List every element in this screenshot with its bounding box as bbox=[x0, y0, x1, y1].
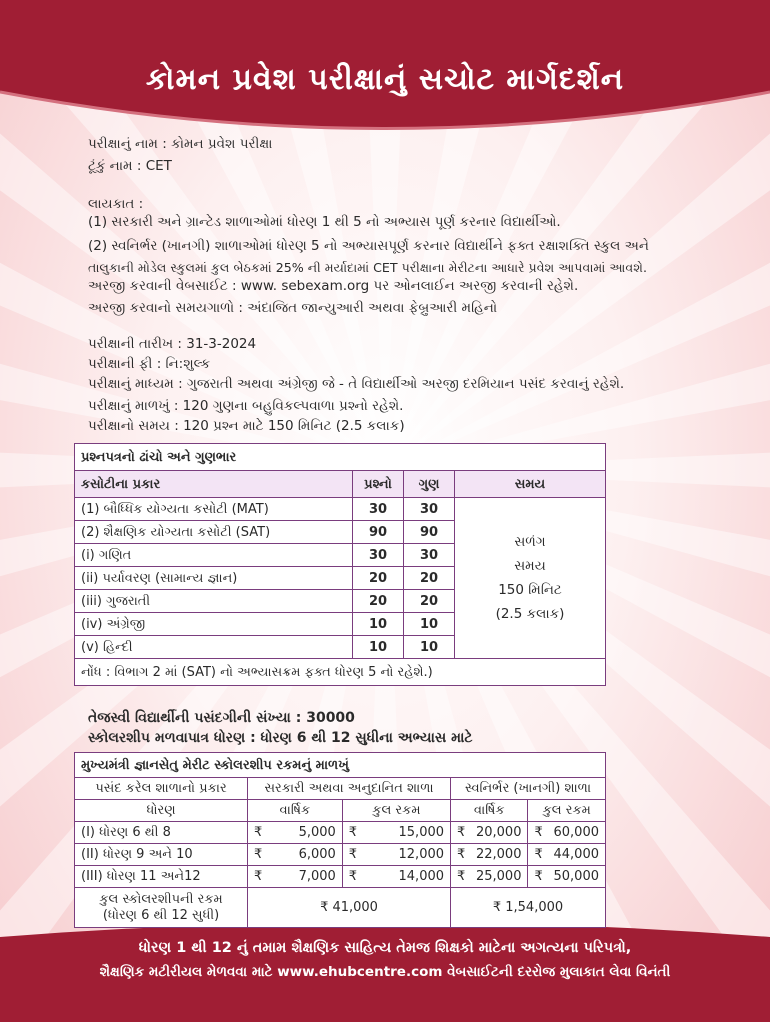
marks: 10 bbox=[404, 636, 455, 659]
paper-table-title: પ્રશ્નપત્રનો ઢાંચો અને ગુણભાર bbox=[75, 444, 606, 471]
footer-banner bbox=[0, 915, 770, 1022]
header-private-total: કુલ રકમ bbox=[528, 800, 606, 822]
header-time: સમય bbox=[455, 471, 606, 498]
time-line-1: સળંગ bbox=[514, 534, 546, 550]
grade-range: (III) ધોરણ 11 અને12 bbox=[75, 866, 248, 888]
rupee-symbol: ₹ bbox=[254, 847, 263, 862]
grade-range: (II) ધોરણ 9 અને 10 bbox=[75, 844, 248, 866]
test-type: (i) ગણિત bbox=[75, 544, 353, 567]
paper-pattern-table bbox=[74, 443, 606, 686]
questions: 10 bbox=[353, 613, 404, 636]
marks: 20 bbox=[404, 590, 455, 613]
govt-yearly bbox=[248, 844, 343, 866]
exam-date: પરીક્ષાની તારીખ : 31-3-2024 bbox=[88, 336, 257, 352]
eligibility-1: (1) સરકારી અને ગ્રાન્ટેડ શાળાઓમાં ધોરણ 1 થી 5 નો અભ્યાસ પૂર્ણ કરનાર વિદ્યાર્થીઓ. bbox=[88, 214, 561, 230]
private-total bbox=[528, 866, 606, 888]
private-total bbox=[528, 822, 606, 844]
amount: 50,000 bbox=[553, 869, 599, 884]
rupee-symbol: ₹ bbox=[457, 869, 466, 884]
application-period: અરજી કરવાનો સમયગાળો : અંદાજિત જાન્યુઆરી અથવા ફેબ્રુઆરી મહિનો bbox=[88, 300, 498, 316]
header-govt-total: કુલ રકમ bbox=[342, 800, 450, 822]
page-title: કોમન પ્રવેશ પરીક્ષાનું સચોટ માર્ગદર્શન bbox=[145, 62, 625, 97]
scholarship-table-title: મુખ્યમંત્રી જ્ઞાનસેતુ મેરીટ સ્કોલરશીપ રકમનું માળખું bbox=[75, 753, 606, 778]
scholarship-table bbox=[74, 752, 606, 928]
rupee-symbol: ₹ bbox=[348, 825, 358, 840]
table-subheader-row bbox=[75, 800, 606, 822]
grade-range: (I) ધોરણ 6 થી 8 bbox=[75, 822, 248, 844]
govt-yearly bbox=[248, 822, 343, 844]
table-note: નોંધ : વિભાગ 2 માં (SAT) નો અભ્યાસક્રમ ફક્ત ધોરણ 5 નો રહેશે.) bbox=[75, 659, 606, 686]
test-type: (2) શૈક્ષણિક યોગ્યતા કસોટી (SAT) bbox=[75, 521, 353, 544]
selection-count: તેજસ્વી વિદ્યાર્થીની પસંદગીની સંખ્યા : 30000 bbox=[88, 710, 355, 726]
table-total-row bbox=[75, 888, 606, 928]
rupee-symbol: ₹ bbox=[534, 847, 543, 862]
rupee-symbol: ₹ bbox=[348, 847, 358, 862]
marks: 30 bbox=[404, 498, 455, 521]
rupee-symbol: ₹ bbox=[534, 825, 543, 840]
total-govt: ₹ 41,000 bbox=[248, 888, 451, 928]
private-total bbox=[528, 844, 606, 866]
questions: 20 bbox=[353, 567, 404, 590]
exam-name: પરીક્ષાનું નામ : કોમન પ્રવેશ પરીક્ષા bbox=[88, 136, 273, 152]
table-row bbox=[75, 844, 606, 866]
eligibility-2b: તાલુકાની મોડેલ સ્કુલમાં કુલ બેઠકમાં 25% ની મર્યાદામાં CET પરીક્ષાના મેરીટના આધારે પ્રવેશ આપવામાં આવશે. bbox=[88, 260, 647, 275]
test-type: (iii) ગુજરાતી bbox=[75, 590, 353, 613]
exam-structure: પરીક્ષાનું માળખું : 120 ગુણના બહુવિકલ્પવાળા પ્રશ્નો રહેશે. bbox=[88, 398, 404, 414]
time-line-2: સમય bbox=[514, 558, 546, 574]
govt-total bbox=[342, 866, 450, 888]
test-type: (ii) પર્યાવરણ (સામાન્ય જ્ઞાન) bbox=[75, 567, 353, 590]
amount: 15,000 bbox=[398, 825, 445, 840]
header-banner bbox=[0, 0, 770, 130]
rupee-symbol: ₹ bbox=[254, 869, 263, 884]
scholarship-eligibility: સ્કોલરશીપ મળવાપાત્ર ધોરણ : ધોરણ 6 થી 12 સુધીના અભ્યાસ માટે bbox=[88, 730, 473, 746]
amount: 7,000 bbox=[298, 869, 336, 884]
amount: 14,000 bbox=[398, 869, 445, 884]
header-govt-yearly: વાર્ષિક bbox=[248, 800, 343, 822]
amount: 25,000 bbox=[475, 869, 522, 884]
header-private-yearly: વાર્ષિક bbox=[451, 800, 528, 822]
questions: 20 bbox=[353, 590, 404, 613]
questions: 30 bbox=[353, 498, 404, 521]
amount: 6,000 bbox=[298, 847, 336, 862]
exam-fee: પરીક્ષાની ફી : નિ:શુલ્ક bbox=[88, 356, 211, 372]
marks: 20 bbox=[404, 567, 455, 590]
test-type: (iv) અંગ્રેજી bbox=[75, 613, 353, 636]
table-row bbox=[75, 822, 606, 844]
amount: 22,000 bbox=[475, 847, 522, 862]
short-name: ટૂંકું નામ : CET bbox=[88, 158, 172, 174]
table-row bbox=[75, 866, 606, 888]
govt-total bbox=[342, 822, 450, 844]
marks: 10 bbox=[404, 613, 455, 636]
table-title-row bbox=[75, 444, 606, 471]
rupee-symbol: ₹ bbox=[457, 847, 466, 862]
amount: 20,000 bbox=[475, 825, 522, 840]
footer-line-1: ધોરણ 1 થી 12 નું તમામ શૈક્ષણિક સાહિત્ય તેમજ શિક્ષકો માટેના અગત્યના પરિપત્રો, bbox=[138, 940, 632, 956]
total-label-2: (ધોરણ 6 થી 12 સુધી) bbox=[102, 907, 220, 923]
test-type: (v) હિન્દી bbox=[75, 636, 353, 659]
rupee-symbol: ₹ bbox=[534, 869, 543, 884]
header-grade: ધોરણ bbox=[75, 800, 248, 822]
eligibility-heading: લાયકાત : bbox=[88, 196, 144, 212]
marks: 90 bbox=[404, 521, 455, 544]
questions: 90 bbox=[353, 521, 404, 544]
amount: 12,000 bbox=[398, 847, 445, 862]
header-private-school: સ્વનિર્ભર (ખાનગી) શાળા bbox=[451, 778, 606, 800]
table-title-row bbox=[75, 753, 606, 778]
exam-time: પરીક્ષાનો સમય : 120 પ્રશ્ન માટે 150 મિનિટ (2.5 કલાક) bbox=[88, 418, 405, 434]
header-marks: ગુણ bbox=[404, 471, 455, 498]
questions: 10 bbox=[353, 636, 404, 659]
marks: 30 bbox=[404, 544, 455, 567]
private-yearly bbox=[451, 866, 528, 888]
application-website: અરજી કરવાની વેબસાઈટ : www. sebexam.org પર ઓનલાઈન અરજી કરવાની રહેશે. bbox=[88, 278, 579, 294]
footer-line-2: શૈક્ષણિક મટીરીયલ મેળવવા માટે www.ehubcentre.com વેબસાઈટની દરરોજ મુલાકાત લેવા વિનંતી bbox=[99, 964, 671, 980]
govt-yearly bbox=[248, 866, 343, 888]
header-govt-school: સરકારી અથવા અનુદાનિત શાળા bbox=[248, 778, 451, 800]
rupee-symbol: ₹ bbox=[457, 825, 466, 840]
private-yearly bbox=[451, 822, 528, 844]
header-questions: પ્રશ્નો bbox=[353, 471, 404, 498]
govt-total bbox=[342, 844, 450, 866]
amount: 5,000 bbox=[298, 825, 336, 840]
rupee-symbol: ₹ bbox=[254, 825, 263, 840]
total-label-cell bbox=[75, 888, 248, 928]
table-header-row bbox=[75, 778, 606, 800]
time-line-3: 150 મિનિટ bbox=[498, 582, 562, 598]
private-yearly bbox=[451, 844, 528, 866]
header-test-type: કસોટીના પ્રકાર bbox=[75, 471, 353, 498]
table-note-row bbox=[75, 659, 606, 686]
total-private: ₹ 1,54,000 bbox=[451, 888, 606, 928]
table-row bbox=[75, 498, 606, 521]
rupee-symbol: ₹ bbox=[348, 869, 358, 884]
test-type: (1) બૌધ્ધિક યોગ્યતા કસોટી (MAT) bbox=[75, 498, 353, 521]
total-label-1: કુલ સ્કોલરશીપની રકમ bbox=[99, 891, 223, 907]
amount: 60,000 bbox=[553, 825, 599, 840]
exam-medium: પરીક્ષાનું માધ્યમ : ગુજરાતી અથવા અંગ્રેજી જે - તે વિદ્યાર્થીઓ અરજી દરમિયાન પસંદ કરવાનું રહેશે. bbox=[88, 376, 625, 392]
table-header-row bbox=[75, 471, 606, 498]
eligibility-2a: (2) સ્વનિર્ભર (ખાનગી) શાળાઓમાં ધોરણ 5 નો અભ્યાસપૂર્ણ કરનાર વિદ્યાર્થીને ફક્ત રક્ષાશક્તિ સ્કુલ અને bbox=[88, 238, 649, 254]
total-time-cell bbox=[455, 498, 606, 659]
questions: 30 bbox=[353, 544, 404, 567]
time-line-4: (2.5 કલાક) bbox=[495, 606, 565, 622]
amount: 44,000 bbox=[553, 847, 599, 862]
header-school-type: પસંદ કરેલ શાળાનો પ્રકાર bbox=[75, 778, 248, 800]
